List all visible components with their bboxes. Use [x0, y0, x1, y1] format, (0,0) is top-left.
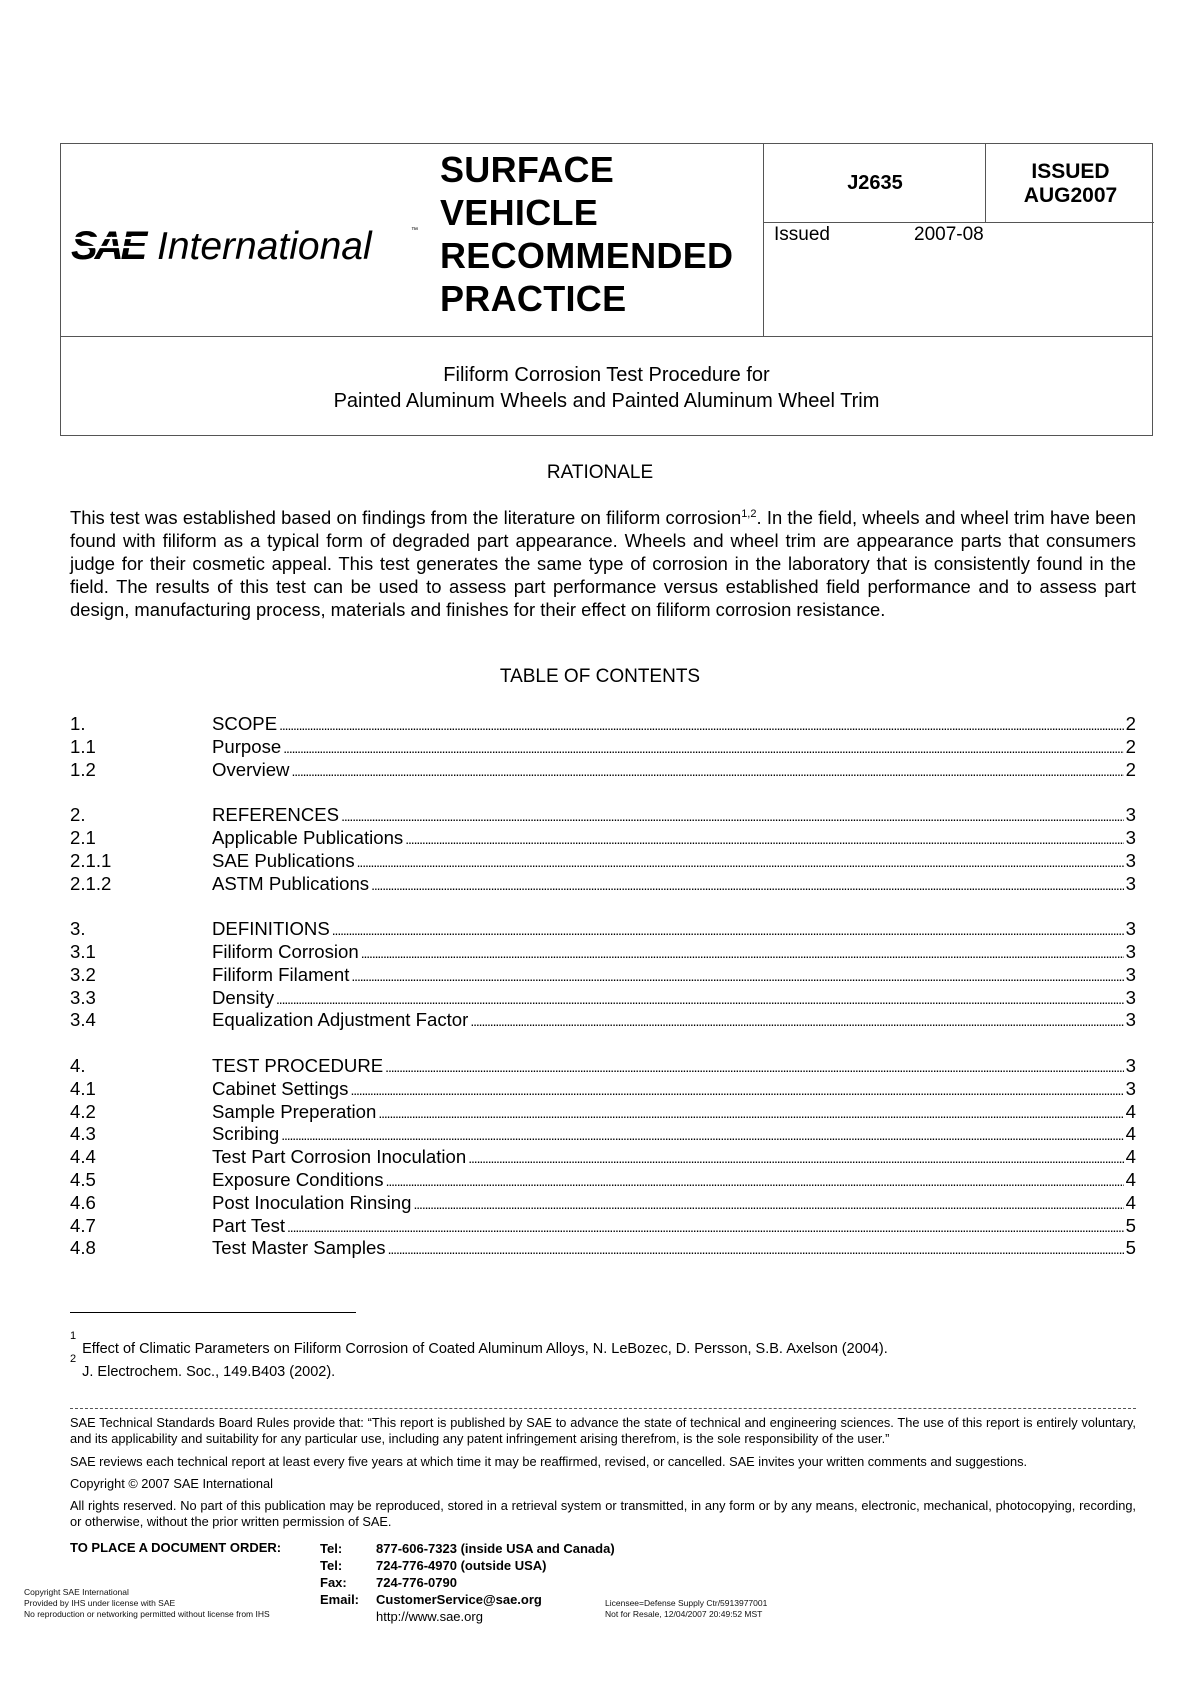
toc-entry-number: 1.1	[70, 735, 96, 757]
toc-entry-line	[212, 873, 1136, 896]
toc-entry-number: 4.7	[70, 1214, 96, 1236]
toc-entry[interactable]	[70, 987, 1136, 1009]
toc-leader-dots	[470, 1009, 1123, 1032]
toc-leader-dots	[341, 804, 1124, 827]
license-line: Copyright SAE International	[24, 1587, 129, 1597]
toc-entry-line	[212, 1123, 1136, 1146]
issued-label: Issued	[774, 224, 830, 245]
footnote-divider	[70, 1312, 356, 1313]
toc-entry[interactable]	[70, 759, 1136, 781]
toc-leader-dots	[371, 873, 1124, 896]
toc-entry-page: 3	[1125, 986, 1136, 1008]
toc-entry-page: 3	[1125, 918, 1136, 940]
toc-entry-number: 3.2	[70, 963, 96, 985]
toc-entry[interactable]	[70, 827, 1136, 849]
document-title	[61, 362, 1152, 414]
doc-type-line: VEHICLE	[440, 192, 599, 233]
toc-entry-line	[212, 1192, 1136, 1215]
board-rules-text: SAE Technical Standards Board Rules provide that: “This report is published by SAE to advance the state of technical and engineering sciences. The use of this report is entirely voluntary, and its applicability and suitability for any particular use, including any patent infringement arising therefrom, is the sole responsibility of the user.”	[70, 1415, 1136, 1446]
order-contact-key: Fax:	[320, 1575, 347, 1590]
header-divider	[763, 222, 1154, 223]
footnote-2	[70, 1353, 336, 1381]
toc-entry[interactable]	[70, 1192, 1136, 1214]
toc-entry-title: Applicable Publications	[212, 827, 404, 848]
toc-entry-line	[212, 941, 1136, 964]
toc-entry-number: 4.1	[70, 1077, 96, 1099]
toc-entry-title: Post Inoculation Rinsing	[212, 1191, 412, 1213]
toc-entry-line	[212, 1078, 1136, 1101]
toc-entry-page: 3	[1125, 804, 1136, 826]
toc-entry[interactable]	[70, 1055, 1136, 1077]
order-contact-link[interactable]: CustomerService@sae.org	[376, 1592, 542, 1607]
license-line: Not for Resale, 12/04/2007 20:49:52 MST	[605, 1609, 763, 1619]
footnote-1	[70, 1330, 888, 1358]
rationale-paragraph	[70, 506, 1136, 621]
toc-entry-line	[212, 713, 1136, 736]
toc-entry-title: Filiform Filament	[212, 963, 350, 985]
toc-entry-line	[212, 1237, 1136, 1260]
toc-entry-title: Overview	[212, 758, 290, 780]
toc-heading: TABLE OF CONTENTS	[499, 666, 701, 687]
toc-entry-title: Scribing	[212, 1123, 280, 1145]
toc-entry-number: 2.1	[70, 827, 96, 848]
order-contact-row	[320, 1557, 615, 1574]
order-contact-row	[320, 1591, 615, 1608]
toc-entry-number: 4.5	[70, 1169, 96, 1190]
toc-entry-page: 4	[1125, 1100, 1136, 1122]
toc-leader-dots	[405, 827, 1123, 850]
toc-entry-title: Test Master Samples	[212, 1237, 386, 1259]
toc-entry[interactable]	[70, 1215, 1136, 1237]
toc-entry-page: 2	[1125, 735, 1136, 757]
toc-leader-dots	[386, 1169, 1124, 1192]
toc-leader-dots	[378, 1101, 1123, 1124]
toc-entry-line	[212, 1009, 1136, 1032]
toc-entry[interactable]	[70, 1009, 1136, 1031]
order-contact-key: Tel:	[320, 1558, 343, 1573]
toc-entry-line	[212, 827, 1136, 850]
footnote-mark: 1	[70, 1330, 77, 1342]
toc-leader-dots	[413, 1192, 1123, 1215]
license-line: Licensee=Defense Supply Ctr/5913977001	[605, 1598, 768, 1608]
svg-text:™: ™	[411, 227, 418, 234]
svg-text:International: International	[157, 225, 372, 268]
toc-entry-line	[212, 1169, 1136, 1192]
toc-entry-line	[212, 736, 1136, 759]
toc-entry-page: 5	[1125, 1237, 1136, 1259]
toc-leader-dots	[468, 1146, 1123, 1169]
status-badge	[986, 160, 1155, 208]
toc-entry-page: 5	[1125, 1214, 1136, 1236]
toc-leader-dots	[357, 850, 1124, 873]
toc-entry-number: 2.1.2	[70, 872, 112, 894]
toc-entry-line	[212, 918, 1136, 941]
order-contacts	[320, 1540, 615, 1625]
toc-entry-page: 3	[1125, 849, 1136, 871]
toc-leader-dots	[279, 713, 1124, 736]
toc-entry-page: 3	[1125, 827, 1136, 848]
toc-entry-number: 4.2	[70, 1100, 96, 1122]
license-line: Provided by IHS under license with SAE	[24, 1598, 176, 1608]
toc-entry[interactable]	[70, 1101, 1136, 1123]
order-label: TO PLACE A DOCUMENT ORDER:	[70, 1540, 282, 1555]
license-line: No reproduction or networking permitted without license from IHS	[24, 1609, 270, 1619]
document-type	[440, 148, 733, 320]
status-line: AUG2007	[1023, 184, 1118, 207]
toc-entry-number: 3.4	[70, 1009, 96, 1031]
toc-entry-page: 4	[1125, 1146, 1136, 1168]
toc-entry[interactable]	[70, 1237, 1136, 1259]
rationale-text: . In the field, wheels and wheel trim have been found with filiform as a typical form of degraded part appearance. Wheels and wheel trim are appearance parts that consumers judge for their cosmetic appeal. This test generates the same type of corrosion in the laboratory that is consistently found in the field. The results of this test can be used to assess part performance versus established field performance and to assess part design, manufacturing process, materials and finishes for their effect on filiform corrosion resistance.	[70, 507, 1136, 620]
rights-text: All rights reserved. No part of this publication may be reproduced, stored in a retrieval system or transmitted, in any form or by any means, electronic, mechanical, photocopying, recording, or otherwise, without the prior written permission of SAE.	[70, 1498, 1136, 1529]
toc-entry-line	[212, 987, 1136, 1010]
license-left	[24, 1587, 270, 1620]
order-contact-link[interactable]: http://www.sae.org	[376, 1609, 483, 1624]
toc-leader-dots	[350, 1078, 1123, 1101]
toc-entry[interactable]	[70, 964, 1136, 986]
sae-logo-graphic	[71, 214, 481, 274]
header-box	[60, 143, 1153, 436]
copyright-text: Copyright © 2007 SAE International	[70, 1476, 273, 1491]
toc-entry-page: 3	[1125, 941, 1136, 962]
toc-entry-line	[212, 804, 1136, 827]
toc-entry-number: 4.6	[70, 1191, 96, 1213]
toc-entry-number: 4.3	[70, 1123, 96, 1145]
order-contact-key: Tel:	[320, 1541, 343, 1556]
toc-leader-dots	[276, 987, 1124, 1010]
order-contact-value: 877-606-7323 (inside USA and Canada)	[376, 1541, 615, 1556]
toc-entry-number: 1.	[70, 713, 86, 734]
sae-international-logo	[71, 214, 481, 274]
order-contact-value: 724-776-0790	[376, 1575, 457, 1590]
toc-entry-title: Filiform Corrosion	[212, 941, 359, 962]
toc-entry-page: 4	[1125, 1191, 1136, 1213]
footnote-mark: 2	[70, 1353, 77, 1365]
toc-entry-number: 2.	[70, 804, 86, 826]
toc-entry-number: 1.2	[70, 758, 96, 780]
toc-entry-title: Test Part Corrosion Inoculation	[212, 1146, 467, 1168]
toc-entry[interactable]	[70, 736, 1136, 758]
footnote-text: J. Electrochem. Soc., 149.B403 (2002).	[82, 1363, 336, 1380]
toc-entry-title: Exposure Conditions	[212, 1169, 384, 1190]
toc-entry[interactable]	[70, 1078, 1136, 1100]
toc-entry-title: Density	[212, 986, 275, 1008]
issued-date: 2007-08	[914, 224, 984, 245]
toc-entry-line	[212, 1146, 1136, 1169]
toc-entry-title: DEFINITIONS	[212, 918, 330, 940]
toc-leader-dots	[332, 918, 1124, 941]
toc-entry-line	[212, 1101, 1136, 1124]
toc-entry-number: 3.1	[70, 941, 96, 962]
toc-entry-title: Cabinet Settings	[212, 1077, 349, 1099]
toc-leader-dots	[292, 759, 1124, 782]
toc-entry-page: 3	[1125, 1055, 1136, 1076]
toc-entry-page: 3	[1125, 872, 1136, 894]
footnote-text: Effect of Climatic Parameters on Filiform Corrosion of Coated Aluminum Alloys, N. LeBozec, D. Persson, S.B. Axelson (2004).	[82, 1340, 888, 1357]
toc-entry-page: 3	[1125, 1009, 1136, 1031]
toc-leader-dots	[388, 1237, 1124, 1260]
toc-leader-dots	[283, 736, 1123, 759]
order-contact-key	[320, 1608, 376, 1625]
toc-entry-number: 3.3	[70, 986, 96, 1008]
toc-entry[interactable]	[70, 713, 1136, 735]
toc-entry-page: 3	[1125, 1077, 1136, 1099]
rationale-heading: RATIONALE	[546, 462, 654, 483]
order-contact-value: 724-776-4970 (outside USA)	[376, 1558, 547, 1573]
toc-entry-line	[212, 1215, 1136, 1238]
toc-entry[interactable]	[70, 941, 1136, 963]
toc-leader-dots	[281, 1123, 1123, 1146]
toc-entry[interactable]	[70, 1123, 1136, 1145]
svg-text:SAE: SAE	[71, 224, 145, 268]
toc-entry-page: 3	[1125, 963, 1136, 985]
toc-entry-number: 2.1.1	[70, 849, 112, 871]
toc-entry[interactable]	[70, 873, 1136, 895]
doc-type-line: SURFACE	[440, 149, 615, 190]
toc-entry[interactable]	[70, 804, 1136, 826]
title-line: Painted Aluminum Wheels and Painted Aluminum Wheel Trim	[333, 390, 880, 412]
toc-entry-title: SAE Publications	[212, 849, 355, 871]
toc-entry-title: Sample Preperation	[212, 1100, 377, 1122]
legal-divider	[70, 1408, 1136, 1409]
review-text: SAE reviews each technical report at least every five years at which time it may be reaffirmed, revised, or cancelled. SAE invites your written comments and suggestions.	[70, 1454, 1028, 1469]
doc-type-line: PRACTICE	[440, 278, 627, 319]
order-contact-row	[320, 1540, 615, 1557]
toc-entry[interactable]	[70, 1169, 1136, 1191]
toc-leader-dots	[287, 1215, 1124, 1238]
toc-entry[interactable]	[70, 850, 1136, 872]
toc-entry-line	[212, 1055, 1136, 1078]
toc-entry-title: REFERENCES	[212, 804, 340, 826]
order-contact-row	[320, 1574, 615, 1591]
toc-entry-number: 4.4	[70, 1146, 96, 1168]
toc-entry-line	[212, 759, 1136, 782]
order-contact-row	[320, 1608, 615, 1625]
toc-entry-title: Purpose	[212, 735, 282, 757]
toc-entry-title: Part Test	[212, 1214, 286, 1236]
toc-entry-page: 2	[1125, 713, 1136, 734]
doc-number-cell	[763, 144, 986, 336]
toc-entry-title: TEST PROCEDURE	[212, 1055, 384, 1076]
doc-type-line: RECOMMENDED	[440, 235, 734, 276]
toc-entry-number: 4.	[70, 1055, 86, 1076]
doc-number: J2635	[847, 172, 903, 194]
status-cell	[985, 144, 1155, 222]
toc-leader-dots	[385, 1055, 1123, 1078]
toc-entry-title: ASTM Publications	[212, 872, 370, 894]
license-right	[605, 1598, 767, 1620]
toc-entry-page: 4	[1125, 1169, 1136, 1190]
toc-entry-title: SCOPE	[212, 713, 278, 734]
status-line: ISSUED	[1031, 160, 1110, 183]
toc-entry[interactable]	[70, 918, 1136, 940]
toc-leader-dots	[351, 964, 1123, 987]
toc-entry-number: 4.8	[70, 1237, 96, 1259]
toc-leader-dots	[361, 941, 1124, 964]
toc-entry-page: 4	[1125, 1123, 1136, 1145]
toc-entry-title: Equalization Adjustment Factor	[212, 1009, 469, 1031]
header-top-row	[61, 144, 1152, 337]
rationale-text: This test was established based on findings from the literature on filiform corrosion	[70, 507, 742, 528]
toc-entry[interactable]	[70, 1146, 1136, 1168]
toc-entry-line	[212, 850, 1136, 873]
order-contact-key: Email:	[320, 1592, 360, 1607]
toc-entry-page: 2	[1125, 758, 1136, 780]
title-line: Filiform Corrosion Test Procedure for	[443, 364, 770, 386]
toc-entry-number: 3.	[70, 918, 86, 940]
footnote-ref[interactable]: 1,2	[741, 507, 757, 520]
toc-entry-line	[212, 964, 1136, 987]
